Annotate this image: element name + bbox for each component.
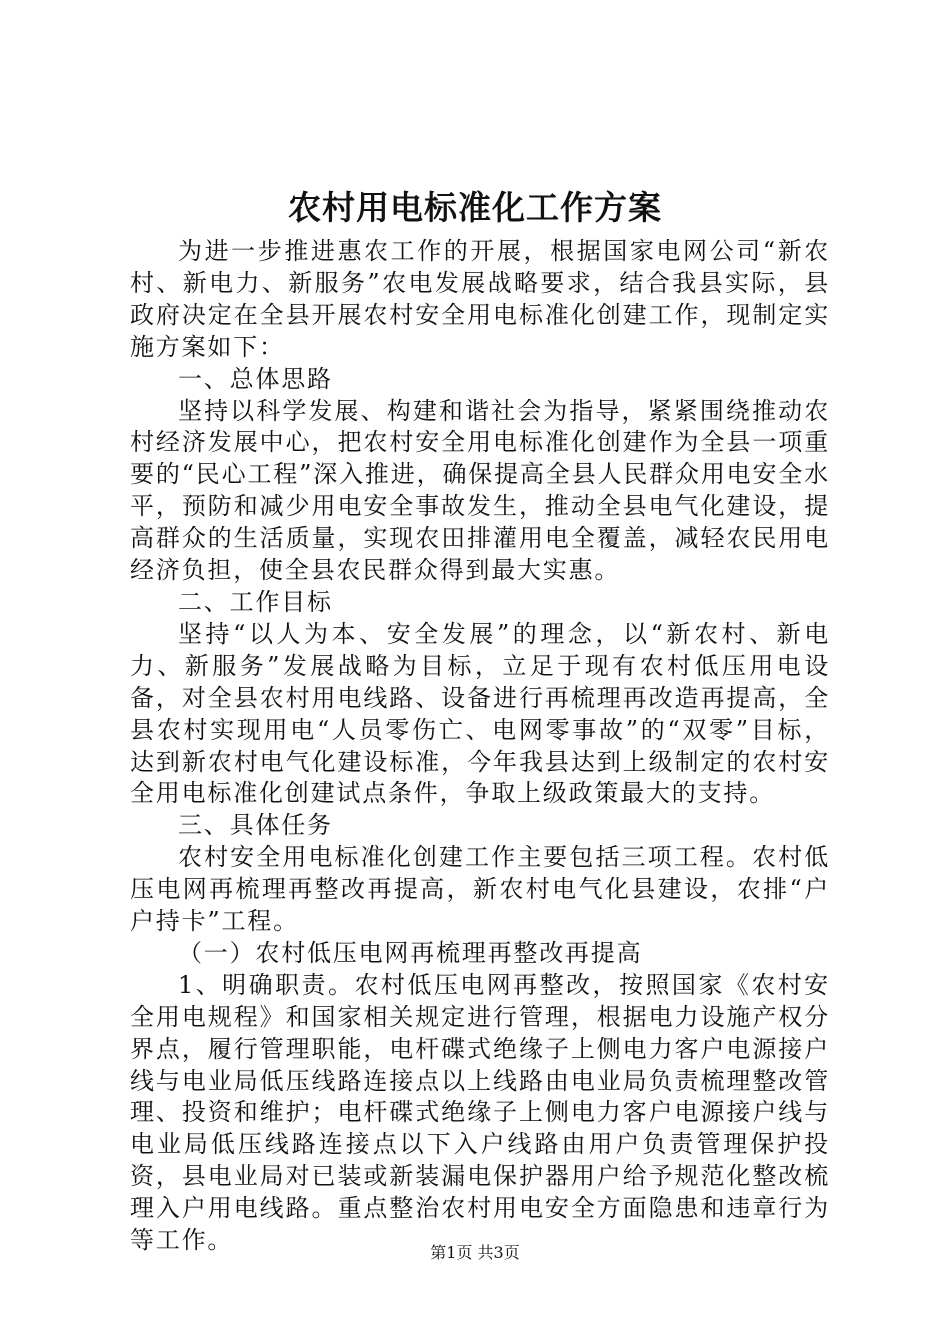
intro-paragraph: 为进一步推进惠农工作的开展，根据国家电网公司“新农村、新电力、新服务”农电发展战略要求，结合我县实际，县政府决定在全县开展农村安全用电标准化创建工作，现制定实施方案如下： bbox=[130, 237, 830, 361]
specific-tasks-paragraph: 农村安全用电标准化创建工作主要包括三项工程。农村低压电网再梳理再整改再提高，新农村电气化县建设，农排“户户持卡”工程。 bbox=[130, 843, 830, 936]
overall-approach-paragraph: 坚持以科学发展、构建和谐社会为指导，紧紧围绕推动农村经济发展中心，把农村安全用电标准化创建作为全县一项重要的“民心工程”深入推进，确保提高全县人民群众用电安全水平，预防和减少用电安全事故发生，推动全县电气化建设，提高群众的生活质量，实现农田排灌用电全覆盖，减轻农民用电经济负担，使全县农民群众得到最大实惠。 bbox=[130, 396, 830, 585]
section-heading-specific-tasks: 三、具体任务 bbox=[178, 811, 333, 840]
section-heading-overall-approach: 一、总体思路 bbox=[178, 364, 333, 393]
work-goals-paragraph: 坚持“以人为本、安全发展”的理念，以“新农村、新电力、新服务”发展战略为目标，立足于现有农村低压用电设备，对全县农村用电线路、设备进行再梳理再改造再提高，全县农村实现用电“人员零伤亡、电网零事故”的“双零”目标，达到新农村电气化建设标准，今年我县达到上级制定的农村安全用电标准化创建试点条件，争取上级政策最大的支持。 bbox=[130, 619, 830, 808]
page-number-footer: 第1页 共3页 bbox=[430, 1243, 520, 1262]
responsibilities-paragraph: 1、明确职责。农村低压电网再整改，按照国家《农村安全用电规程》和国家相关规定进行管理，根据电力设施产权分界点，履行管理职能，电杆碟式绝缘子上侧电力客户电源接户线与电业局低压线路连接点以上线路由电业局负责梳理整改管理、投资和维护；电杆碟式绝缘子上侧电力客户电源接户线与电业局低压线路连接点以下入户线路由用户负责管理保护投资，县电业局对已装或新装漏电保护器用户给予规范化整改梳理入户用电线路。重点整治农村用电安全方面隐患和违章行为等工作。 bbox=[130, 970, 830, 1255]
subsection-heading-low-voltage-grid: （一）农村低压电网再梳理再整改再提高 bbox=[178, 938, 643, 967]
section-heading-work-goals: 二、工作目标 bbox=[178, 587, 333, 616]
document-title: 农村用电标准化工作方案 bbox=[288, 188, 662, 227]
document-body bbox=[130, 236, 830, 1257]
